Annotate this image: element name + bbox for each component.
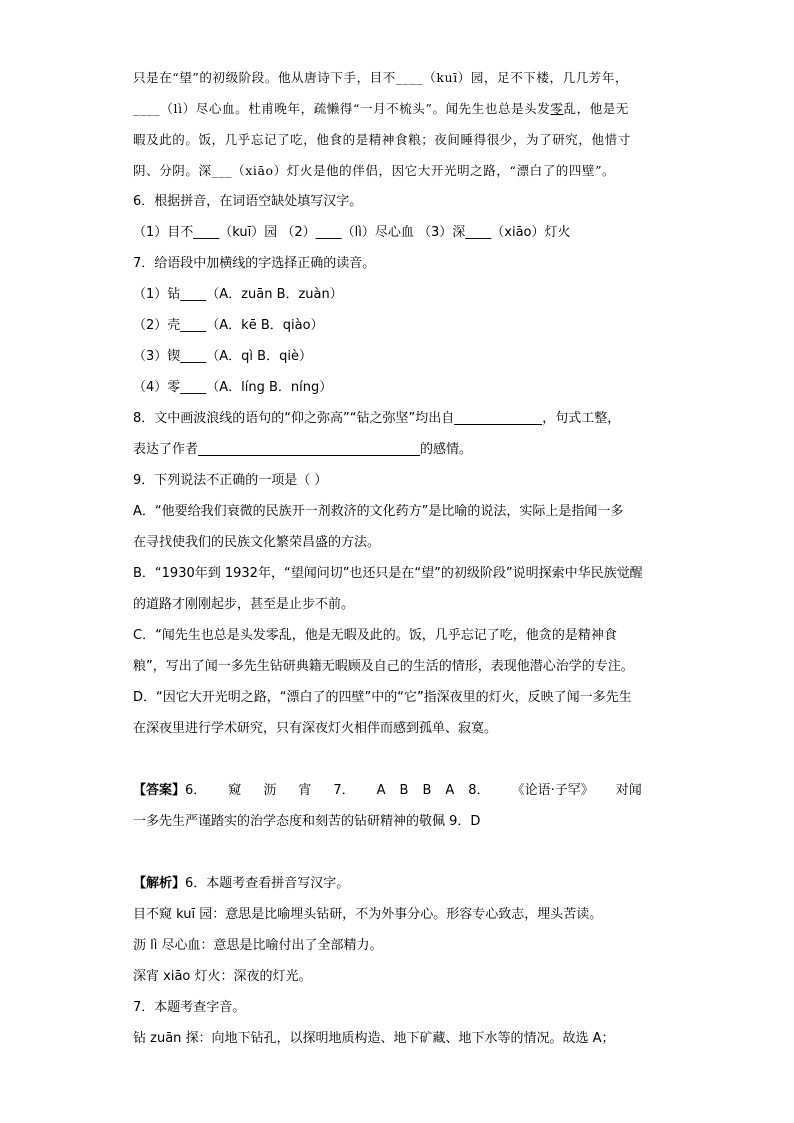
passage-line-2b: 乱，他是无 [563, 101, 630, 116]
analysis-line-3: 沥 lì 尽心血：意思是比喻付出了全部精力。 [133, 938, 383, 953]
answer-q8-text: 对闻 [615, 783, 642, 798]
passage-line-2 [133, 93, 673, 124]
analysis-line-5: 7．本题考查字音。 [133, 1000, 246, 1015]
passage-line-3: 暇及此的。饭，几乎忘记了吃，他食的是精神食粮；夜间睡得很少，为了研究，他惜寸 [133, 132, 631, 147]
q9-option-a-1: A．“他要给我们衰微的民族开一剂救济的文化药方”是比喻的说法，实际上是指闻一多 [133, 504, 624, 519]
q8-text-d: 的感情。 [420, 442, 473, 457]
document-content [133, 62, 673, 1054]
answer-choice-1: A [376, 783, 386, 798]
answer-choice-3: B [422, 783, 432, 798]
q9-option-b-1: B．“1930年到 1932年，“望闻问切”也还只是在“望”的初级阶段”说明探索中华民族觉醒 [133, 566, 643, 581]
analysis-text-1: 6．本题考查看拼音写汉字。 [185, 876, 350, 891]
q9-option-d-2: 在深夜里进行学术研究，只有深夜灯火相伴而感到孤单、寂寞。 [133, 721, 498, 736]
analysis-tag: 【解析】 [133, 876, 186, 891]
q8-text-b: ，句式工整， [542, 411, 621, 426]
answer-q7-num: 7． [333, 783, 355, 798]
q9-option-a-2: 在寻找使我们的民族文化繁荣昌盛的方法。 [133, 535, 381, 550]
spacer [133, 837, 673, 868]
answer-char-3: 宵 [298, 783, 312, 798]
q8-blank-1[interactable] [454, 410, 542, 425]
q6-stem: 6．根据拼音，在词语空缺处填写汉字。 [133, 194, 363, 209]
q8-text-c: 表达了作者 [133, 442, 199, 457]
q6-items: （1）目不____（kuī）园 （2）____（lì）尽心血 （3）深____（xiāo）灯火 [133, 225, 571, 240]
analysis-line-1 [133, 868, 673, 899]
answer-char-2: 沥 [263, 783, 277, 798]
q7-item-2: （2）壳____（A．kē B．qiào） [133, 318, 324, 333]
q9-option-c-1: C．“闻先生也总是头发零乱，他是无暇及此的。饭，几乎忘记了吃，他贪的是精神食 [133, 628, 617, 643]
passage-line-2a: ____（lì）尽心血。杜甫晚年，疏懒得“一月不梳头”。闻先生也总是头发 [133, 101, 551, 116]
q9-option-c-2: 粮”，写出了闻一多先生钻研典籍无暇顾及自己的生活的情形，表现他潜心治学的专注。 [133, 659, 634, 674]
passage-line-4: 阴、分阴。深___（xiāo）灯火是他的伴侣，因它大开光明之路，“漂白了的四壁”。 [133, 163, 616, 178]
answer-choice-2: B [399, 783, 409, 798]
answer-line-1 [133, 775, 673, 806]
answer-char-1: 窥 [228, 783, 242, 798]
answer-line-2: 一多先生严谨踏实的治学态度和刻苦的钻研精神的敬佩 9．D [133, 814, 481, 829]
q8-line-2 [133, 434, 673, 465]
answer-tag: 【答案】 [133, 783, 186, 798]
answer-choice-4: A [445, 783, 455, 798]
answer-q6-num: 6． [185, 783, 207, 798]
spacer [133, 744, 673, 775]
q8-text-a: 8．文中画波浪线的语句的“仰之弥高”“钻之弥坚”均出自 [133, 411, 455, 426]
q7-item-1: （1）钻____（A．zuān B．zuàn） [133, 287, 343, 302]
passage-underlined-char: 零 [550, 101, 564, 116]
answer-source: 《论语·子罕》 [511, 783, 594, 798]
q9-option-d-1: D．“因它大开光明之路，“漂白了的四壁”中的“它”指深夜里的灯火，反映了闻一多先生 [133, 690, 632, 705]
passage-line-1: 只是在“望”的初级阶段。他从唐诗下手，目不____（kuī）园，足不下楼，几几芳年， [133, 70, 629, 85]
analysis-line-4: 深宵 xiāo 灯火：深夜的灯光。 [133, 969, 312, 984]
analysis-line-2: 目不窥 kuī 园：意思是比喻埋头钻研，不为外事分心。形容专心致志，埋头苦读。 [133, 907, 603, 922]
analysis-line-6: 钻 zuān 探：向地下钻孔，以探明地质构造、地下矿藏、地下水等的情况。故选 A； [133, 1031, 615, 1046]
q8-blank-2[interactable] [198, 441, 420, 456]
q9-stem: 9．下列说法不正确的一项是（ ） [133, 473, 328, 488]
q8-line-1 [133, 403, 673, 434]
q7-item-4: （4）零____（A．líng B．níng） [133, 380, 333, 395]
q7-item-3: （3）锲____（A．qì B．qiè） [133, 349, 312, 364]
q9-option-b-2: 的道路才刚刚起步，甚至是止步不前。 [133, 597, 355, 612]
q7-stem: 7．给语段中加横线的字选择正确的读音。 [133, 256, 376, 271]
answer-q8-num: 8． [468, 783, 490, 798]
